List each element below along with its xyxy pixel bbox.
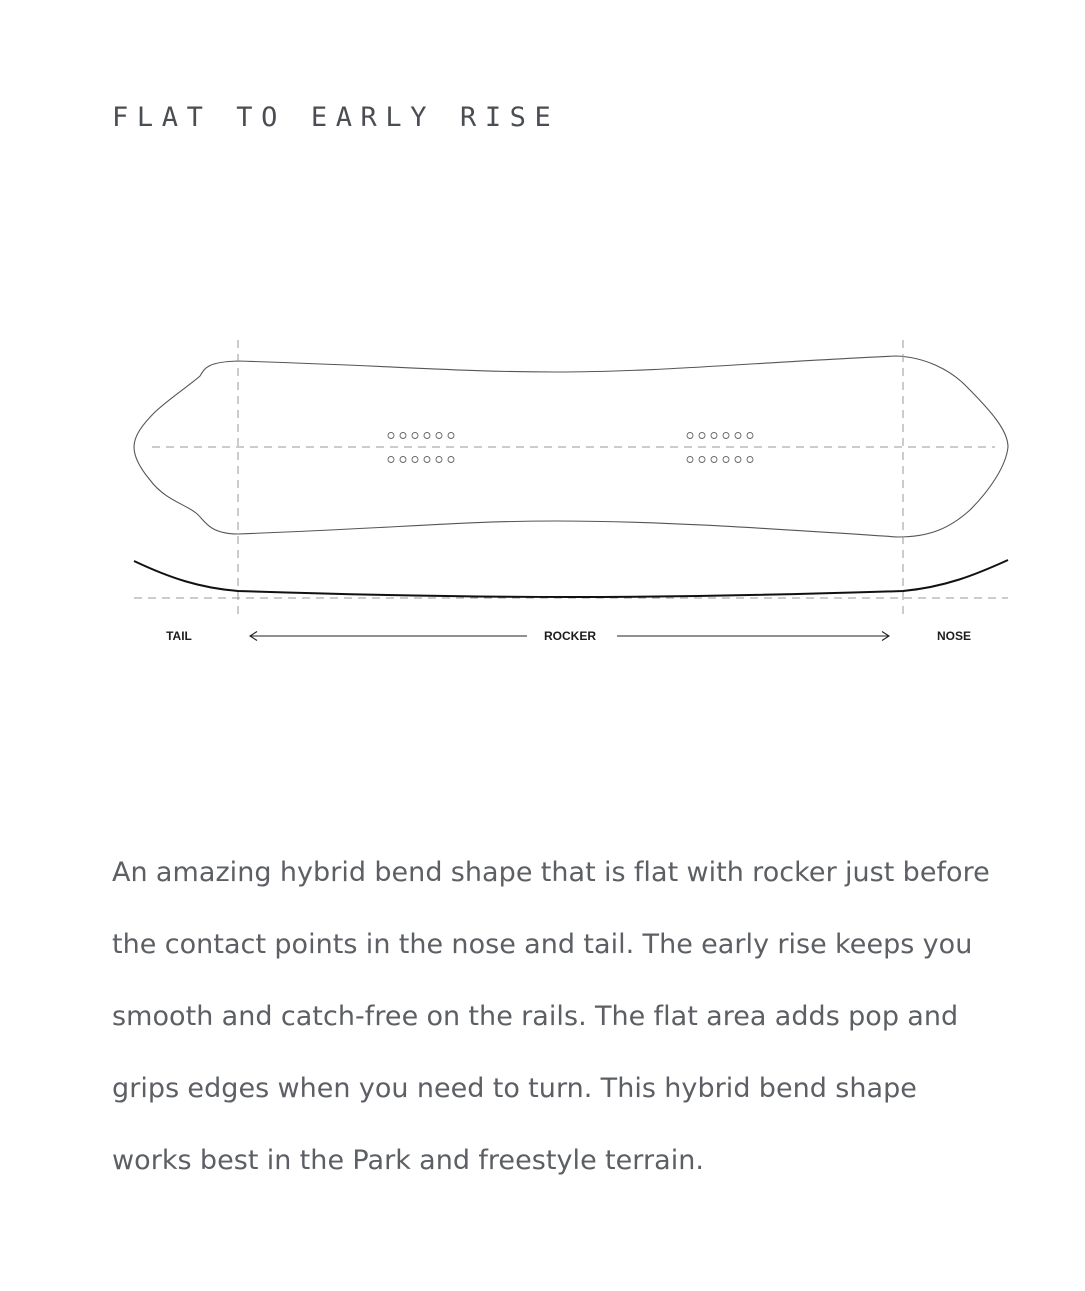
description-line: the contact points in the nose and tail. The early rise keeps you bbox=[112, 929, 973, 960]
tail-label: TAIL bbox=[166, 629, 192, 643]
description-line: An amazing hybrid bend shape that is flat with rocker just before bbox=[112, 857, 990, 888]
rocker-label: ROCKER bbox=[543, 629, 597, 643]
description-line: works best in the Park and freestyle terrain. bbox=[112, 1145, 705, 1176]
nose-label: NOSE bbox=[936, 629, 972, 643]
board-profile bbox=[134, 560, 1008, 597]
bend-profile-diagram bbox=[0, 330, 1085, 660]
page-title: FLAT TO EARLY RISE bbox=[112, 102, 560, 133]
description-line: smooth and catch-free on the rails. The flat area adds pop and bbox=[112, 1001, 959, 1032]
description-text bbox=[112, 837, 1042, 1197]
description-line: grips edges when you need to turn. This hybrid bend shape bbox=[112, 1073, 917, 1104]
